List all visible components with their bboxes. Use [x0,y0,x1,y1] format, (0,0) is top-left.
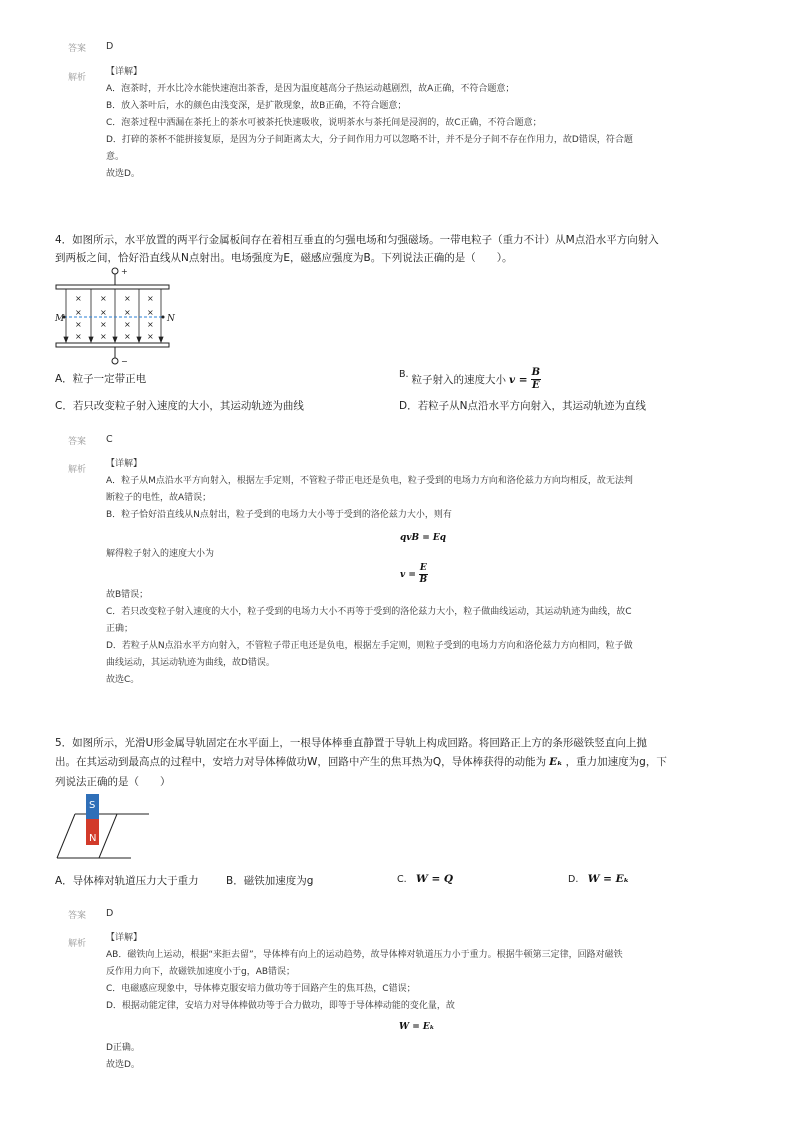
q5-option-d [568,873,629,885]
cross-icon: × [100,294,107,303]
conductor-rod [99,814,117,858]
q5-stem-line3: 列说法正确的是（ ） [55,776,171,788]
q5-stem-line1: 5．如图所示，光滑U形金属导轨固定在水平面上，一根导体棒垂直静置于导轨上构成回路。将回路正上方的条形磁铁竖直向上抛 [55,737,647,749]
analysis-label: 解析 [68,465,87,475]
q3-line: A．泡茶时，开水比冷水能快速泡出茶香，是因为温度越高分子热运动越剧烈，故A正确，不符合题意； [106,84,515,94]
cross-icon: × [75,332,82,341]
q5-stem2-text-end: ，重力加速度为g，下 [565,756,667,768]
q3-detail-header: 【详解】 [106,67,143,77]
q3-answer: D [106,41,114,52]
q5-option-b: B．磁铁加速度为g [226,875,314,887]
q3-analysis [106,64,633,183]
fraction-denominator: E [532,380,540,391]
q4-option-a: A．粒子一定带正电 [55,373,147,385]
q5-analysis-part2 [106,1040,140,1074]
q4-equation-1: qvB = Eq [400,533,447,543]
q5-option-a: A．导体棒对轨道压力大于重力 [55,875,199,887]
fraction-numerator: B [531,367,541,378]
q5-line: D正确。 [106,1043,140,1053]
cross-icon: × [75,294,82,303]
q5-option-c-math: W = Q [416,873,454,885]
fraction-numerator: E [419,563,427,573]
answer-label: 答案 [68,437,87,447]
point-m-label: M [55,314,65,324]
q4-equation-2 [400,564,428,585]
cross-icon: × [147,320,154,329]
q4-stem-line2: 到两板之间，恰好沿直线从N点射出。电场强度为E，磁感应强度为B。下列说法正确的是（ ）。 [55,252,513,264]
q4-option-b-fraction [531,368,541,391]
q5-option-d-math: W = Eₖ [587,873,630,885]
q4-line: A．粒子从M点沿水平方向射入，根据左手定则，不管粒子带正电还是负电，粒子受到的电场力方向和洛伦兹力方向均相反，故无法判 [106,476,633,486]
q5-option-c [397,873,453,885]
q4-analysis-part1 [106,456,633,524]
q4-figure-plates [50,265,180,367]
fraction-denominator: B [419,575,428,585]
cross-icon: × [100,332,107,341]
minus-sign: − [121,357,128,366]
q5-line: 反作用力向下，故磁铁加速度小于g，AB错误； [106,967,296,977]
q4-line: 断粒子的电性，故A错误； [106,493,212,503]
q4-option-b-text: 粒子射入的速度大小 [411,374,507,386]
q4-line: B．粒子恰好沿直线从N点射出，粒子受到的电场力大小等于受到的洛伦兹力大小，则有 [106,510,452,520]
q5-option-d-prefix: D. [568,874,579,885]
magnet-n-label: N [89,833,97,844]
cross-icon: × [100,320,107,329]
q4-line: 正确； [106,624,134,634]
q4-eq2-fraction [419,564,428,585]
q3-line: C．泡茶过程中洒漏在茶托上的茶水可被茶托快速吸收，说明茶水与茶托间是浸润的，故C正确，不符合题意； [106,118,542,128]
q5-figure-rail-magnet [55,792,155,866]
plus-sign: + [121,267,128,276]
q4-analysis-part2 [106,587,633,689]
q5-analysis-part1 [106,930,623,1015]
q5-answer: D [106,908,114,919]
q5-line: AB．磁铁向上运动，根据“来拒去留”，导体棒有向上的运动趋势，故导体棒对轨道压力小于重力。根据牛顿第三定律，回路对磁铁 [106,950,623,960]
q4-eq2-var: v = [400,569,416,580]
q4-option-b-prefix: B. [399,369,409,380]
cross-icon: × [147,308,154,317]
cross-icon: × [147,294,154,303]
q5-detail-header: 【详解】 [106,933,143,943]
q5-stem2-ek: Eₖ [549,756,563,768]
u-rail [57,814,149,858]
cross-icon: × [124,320,131,329]
answer-label: 答案 [68,44,87,54]
q5-option-c-prefix: C. [397,874,407,885]
point-n-label: N [167,314,175,324]
q5-equation: W = Eₖ [399,1022,435,1032]
top-plate [56,285,169,289]
q4-detail-header: 【详解】 [106,459,143,469]
q3-line: 故选D。 [106,169,140,179]
q4-line: 曲线运动，其运动轨迹为曲线，故D错误。 [106,658,275,668]
q4-line: 故B错误； [106,590,149,600]
cross-icon: × [147,332,154,341]
q4-line: D．若粒子从N点沿水平方向射入，不管粒子带正电还是负电，根据左手定则，则粒子受到的电场力方向和洛伦兹力方向相同，粒子做 [106,641,633,651]
cross-icon: × [75,320,82,329]
q4-option-c: C．若只改变粒子射入速度的大小，其运动轨迹为曲线 [55,400,304,412]
cross-icon: × [124,332,131,341]
q5-line: C．电磁感应现象中，导体棒克服安培力做功等于回路产生的焦耳热，C错误； [106,984,416,994]
cross-icon: × [124,308,131,317]
q4-answer: C [106,434,113,445]
q4-option-b [399,368,541,391]
q3-line: B．放入茶叶后，水的颜色由浅变深，是扩散现象，故B正确，不符合题意； [106,101,407,111]
q4-line: 故选C。 [106,675,140,685]
q5-stem-line2 [55,754,667,769]
q4-stem-line1: 4．如图所示，水平放置的两平行金属板间存在着相互垂直的匀强电场和匀强磁场。一带电粒子（重力不计）从M点沿水平方向射入 [55,234,659,246]
q4-solve-line: 解得粒子射入的速度大小为 [106,549,215,559]
analysis-label: 解析 [68,73,87,83]
q5-line: 故选D。 [106,1060,140,1070]
bottom-plate [56,343,169,347]
q4-option-b-var: v = [509,373,528,386]
magnet-s-label: S [89,800,96,811]
cross-icon: × [75,308,82,317]
q4-line: C．若只改变粒子射入速度的大小，粒子受到的电场力大小不再等于受到的洛伦兹力大小，粒子做曲线运动，其运动轨迹为曲线，故C [106,607,632,617]
cross-icon: × [124,294,131,303]
q3-line: D．打碎的茶杯不能拼接复原，是因为分子间距离太大，分子间作用力可以忽略不计，并不是分子间不存在作用力，故D错误，符合题 [106,135,633,145]
q5-stem2-text: 出。在其运动到最高点的过程中，安培力对导体棒做功W，回路中产生的焦耳热为Q，导体棒获得的动能为 [55,756,547,768]
q4-option-d: D．若粒子从N点沿水平方向射入，其运动轨迹为直线 [399,400,646,412]
q5-line: D．根据动能定律，安培力对导体棒做功等于合力做功，即等于导体棒动能的变化量，故 [106,1001,455,1011]
q3-line: 意。 [106,152,125,162]
cross-icon: × [100,308,107,317]
analysis-label: 解析 [68,939,87,949]
answer-label: 答案 [68,911,87,921]
